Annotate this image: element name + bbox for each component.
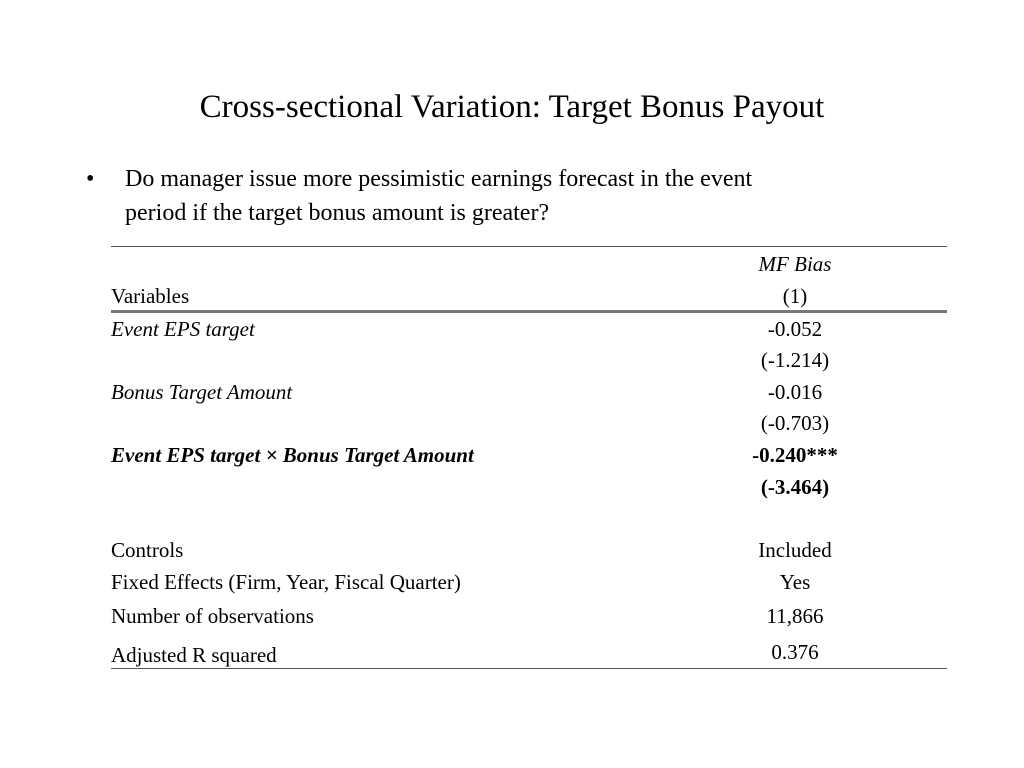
footer-value-adjusted-r-squared: 0.376 [771,640,819,664]
dependent-variable-header: MF Bias [758,252,832,276]
footer-label-fixed-effects: Fixed Effects (Firm, Year, Fiscal Quarter) [111,570,461,594]
table-row-tstat: (-0.703) [760,411,830,435]
table-top-rule [111,246,947,247]
bullet-text-line-1: Do manager issue more pessimistic earnings forecast in the event [125,166,753,192]
footer-value-fixed-effects: Yes [779,570,811,594]
table-row-coefficient: -0.016 [767,380,823,404]
variables-header: Variables [111,284,190,308]
bullet-text [125,162,885,230]
table-row-variable: Event EPS target [111,317,255,341]
footer-value-controls: Included [758,538,832,562]
bullet-icon: • [86,166,95,192]
column-number-header: (1) [782,284,808,308]
table-row-tstat-interaction: (-3.464) [760,475,830,499]
table-row-tstat: (-1.214) [760,348,830,372]
table-header-rule [111,310,947,313]
footer-value-observations: 11,866 [766,604,824,628]
table-row-variable: Bonus Target Amount [111,380,293,404]
table-row-coefficient-interaction: -0.240*** [752,443,838,467]
footer-label-adjusted-r-squared: Adjusted R squared [111,643,277,667]
footer-label-observations: Number of observations [111,604,314,628]
slide-title: Cross-sectional Variation: Target Bonus Payout [199,89,825,125]
table-row-coefficient: -0.052 [767,317,823,341]
table-row-variable-interaction: Event EPS target × Bonus Target Amount [111,443,474,467]
footer-label-controls: Controls [111,538,184,562]
bullet-text-line-2: period if the target bonus amount is greater? [125,200,550,226]
